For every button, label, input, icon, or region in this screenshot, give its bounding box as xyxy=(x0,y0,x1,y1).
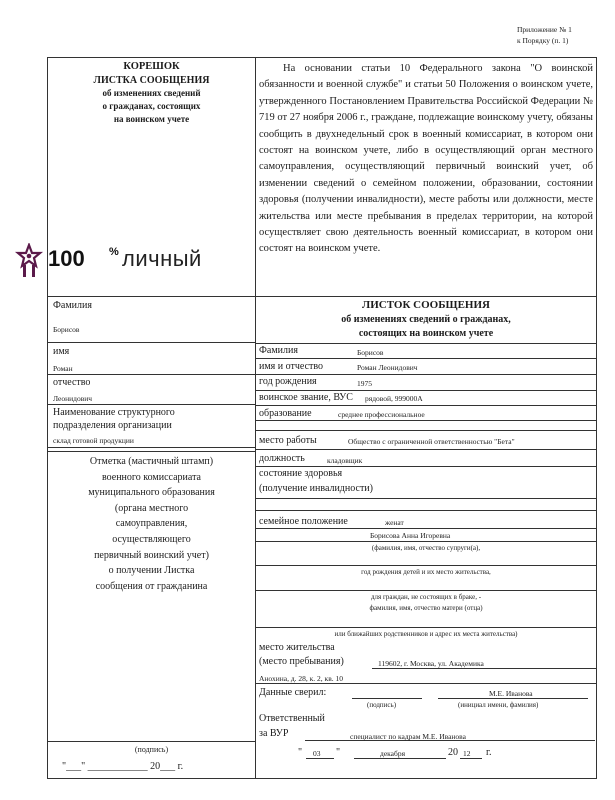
stub-mark-line: самоуправления, xyxy=(115,518,188,530)
form-health-label-2: (получение инвалидности) xyxy=(259,483,373,494)
stub-org-label-1: Наименование структурного xyxy=(53,407,175,418)
form-rule xyxy=(255,449,597,450)
form-date-suffix: г. xyxy=(486,747,492,758)
form-resp-label-1: Ответственный xyxy=(259,713,325,724)
stub-signature-caption: (подпись) xyxy=(134,745,169,754)
form-verify-name-caption: (инициал имени, фамилия) xyxy=(458,701,539,709)
stub-name-label: имя xyxy=(53,346,70,357)
stub-surname-label: Фамилия xyxy=(53,300,92,311)
form-birth-label: год рождения xyxy=(259,376,317,387)
stub-subtitle-4: на воинском учете xyxy=(113,114,190,124)
star-person-icon xyxy=(14,243,44,279)
form-residence-label-1: место жительства xyxy=(259,642,335,653)
form-rule xyxy=(255,374,597,375)
form-residence-label-2: (место пребывания) xyxy=(259,656,344,667)
form-resp-value: специалист по кадрам М.Е. Иванова xyxy=(350,732,466,741)
stub-date-line: "___" ____________ 20___ г. xyxy=(62,761,184,772)
form-rule xyxy=(255,541,597,542)
form-rule xyxy=(255,627,597,628)
stub-rule xyxy=(47,404,255,405)
form-rule xyxy=(460,758,482,759)
form-edu-label: образование xyxy=(259,408,312,419)
form-rule xyxy=(255,296,597,297)
stub-name-value: Роман xyxy=(53,364,73,373)
stub-mark-line: сообщения от гражданина xyxy=(95,580,208,592)
stub-mark-line: о получении Листка xyxy=(108,565,195,577)
form-rule xyxy=(255,565,597,566)
stub-subtitle-1: ЛИСТКА СООБЩЕНИЯ xyxy=(93,75,210,86)
form-date-quote-open: " xyxy=(298,747,303,758)
form-birth-value: 1975 xyxy=(357,379,372,388)
form-verify-sign-caption: (подпись) xyxy=(367,701,397,709)
stub-surname-value: Борисов xyxy=(53,325,80,334)
form-date-quote-close: " xyxy=(336,747,341,758)
form-edu-value: среднее профессиональное xyxy=(338,410,425,419)
stub-rule xyxy=(47,741,255,742)
form-unmarried-caption-1: для граждан, не состоящих в браке, - xyxy=(370,593,482,601)
form-position-label: должность xyxy=(259,453,305,464)
legal-text: На основании статьи 10 Федерального закона "О воинской обязанности и военной службе" и статьи 50 Положения о воинском учете, утвержденного Постановлением Правительства Российской Федерации № 719 от 27 ноября 2006 г., граждане, подлежащие воинскому учету, обязаны сообщить в двухнедельный срок в военный комиссариат, в котором они состоят на воинском учете, либо в осуществляющий орган местного самоуправления, осуществляющий первичный воинский учет, об изменении сведений о семейном положении, образовании, состоянии здоровья (получении инвалидности), месте работы или должности, месте жительства или месте пребывания в пределах территории, на которой осуществляет свою деятельность военный комиссариат, в котором они состоят на воинском учете. xyxy=(259,63,593,255)
stub-subtitle-3: о гражданах, состоящих xyxy=(102,101,201,111)
column-divider xyxy=(255,57,256,779)
form-rule xyxy=(255,528,597,529)
form-children-caption: год рождения детей и их место жительства, xyxy=(361,568,491,576)
stub-rule xyxy=(47,296,255,297)
form-date-year: 12 xyxy=(463,749,471,758)
watermark-percent: % xyxy=(109,246,119,258)
form-unmarried-caption-2: фамилия, имя, отчество матери (отца) xyxy=(369,604,483,612)
stub-mark-line: (органа местного xyxy=(114,502,189,514)
form-rule xyxy=(255,510,597,511)
form-rule xyxy=(354,758,446,759)
form-subtitle-2: состоящих на воинском учете xyxy=(358,328,494,339)
form-rule xyxy=(255,466,597,467)
form-rule xyxy=(352,698,422,699)
form-residence-value-2: Анохина, д. 28, к. 2, кв. 10 xyxy=(259,674,343,683)
form-rule xyxy=(255,390,597,391)
watermark-number: 100 xyxy=(48,246,85,271)
form-rule xyxy=(438,698,588,699)
form-name-label: имя и отчество xyxy=(259,361,324,372)
form-date-month: декабря xyxy=(380,749,406,758)
form-spouse-value: Борисова Анна Игоревна xyxy=(370,531,451,540)
stub-mark-block xyxy=(48,454,255,594)
form-rule xyxy=(255,430,597,431)
form-work-label: место работы xyxy=(259,435,317,446)
appendix-line-2: к Порядку (п. 1) xyxy=(517,36,569,45)
stub-patronymic-label: отчество xyxy=(53,377,91,388)
form-family-value: женат xyxy=(385,518,404,527)
stub-rule xyxy=(47,374,255,375)
form-position-value: кладовщик xyxy=(327,456,363,465)
form-rank-value: рядовой, 999000А xyxy=(365,394,423,403)
form-residence-value-1: 119602, г. Москва, ул. Академика xyxy=(378,659,484,668)
form-family-label: семейное положение xyxy=(259,516,348,527)
appendix-line-1: Приложение № 1 xyxy=(517,25,572,34)
form-rule xyxy=(255,590,597,591)
form-name-value: Роман Леонидович xyxy=(357,363,418,372)
stub-rule xyxy=(47,447,255,448)
form-rule xyxy=(255,358,597,359)
stub-org-value: склад готовой продукции xyxy=(53,436,134,445)
form-rule xyxy=(255,683,597,684)
form-surname-value: Борисов xyxy=(357,348,384,357)
stub-patronymic-value: Леонидович xyxy=(53,394,93,403)
watermark-logo xyxy=(14,243,202,279)
form-rank-label: воинское звание, ВУС xyxy=(259,392,353,403)
form-rule xyxy=(255,405,597,406)
form-verify-label: Данные сверил: xyxy=(259,687,327,698)
stub-rule xyxy=(47,342,255,343)
stub-rule xyxy=(47,451,255,452)
form-rule xyxy=(306,758,334,759)
form-rule xyxy=(255,343,597,344)
form-title: ЛИСТОК СООБЩЕНИЯ xyxy=(362,299,490,311)
stub-mark-line: военного комиссариата xyxy=(101,471,201,483)
stub-subtitle-2: об изменениях сведений xyxy=(102,88,201,98)
stub-mark-line: первичный воинский учет) xyxy=(94,549,209,561)
form-rule xyxy=(255,420,597,421)
form-verify-name-value: М.Е. Иванова xyxy=(489,689,533,698)
form-date-day: 03 xyxy=(313,749,321,758)
form-rule xyxy=(255,498,597,499)
stub-mark-line: осуществляющего xyxy=(112,533,191,545)
form-health-label-1: состояние здоровья xyxy=(259,468,343,479)
form-surname-label: Фамилия xyxy=(259,345,298,356)
form-rule xyxy=(372,668,597,669)
form-relatives-caption: или ближайших родственников и адрес их места жительства) xyxy=(334,630,518,638)
form-resp-label-2: за ВУР xyxy=(259,728,289,739)
form-spouse-caption: (фамилия, имя, отчество супруги(а), xyxy=(371,544,481,552)
watermark-word: личный xyxy=(122,246,202,271)
form-work-value: Общество с ограниченной ответственностью "Бета" xyxy=(348,437,515,446)
stub-mark-line: муниципального образования xyxy=(88,487,215,499)
form-date-year-prefix: 20 xyxy=(448,747,458,758)
stub-org-label-2: подразделения организации xyxy=(53,420,172,431)
stub-title: КОРЕШОК xyxy=(123,61,180,72)
form-subtitle-1: об изменениях сведений о гражданах, xyxy=(341,314,511,325)
stub-mark-line: Отметка (мастичный штамп) xyxy=(89,456,214,467)
